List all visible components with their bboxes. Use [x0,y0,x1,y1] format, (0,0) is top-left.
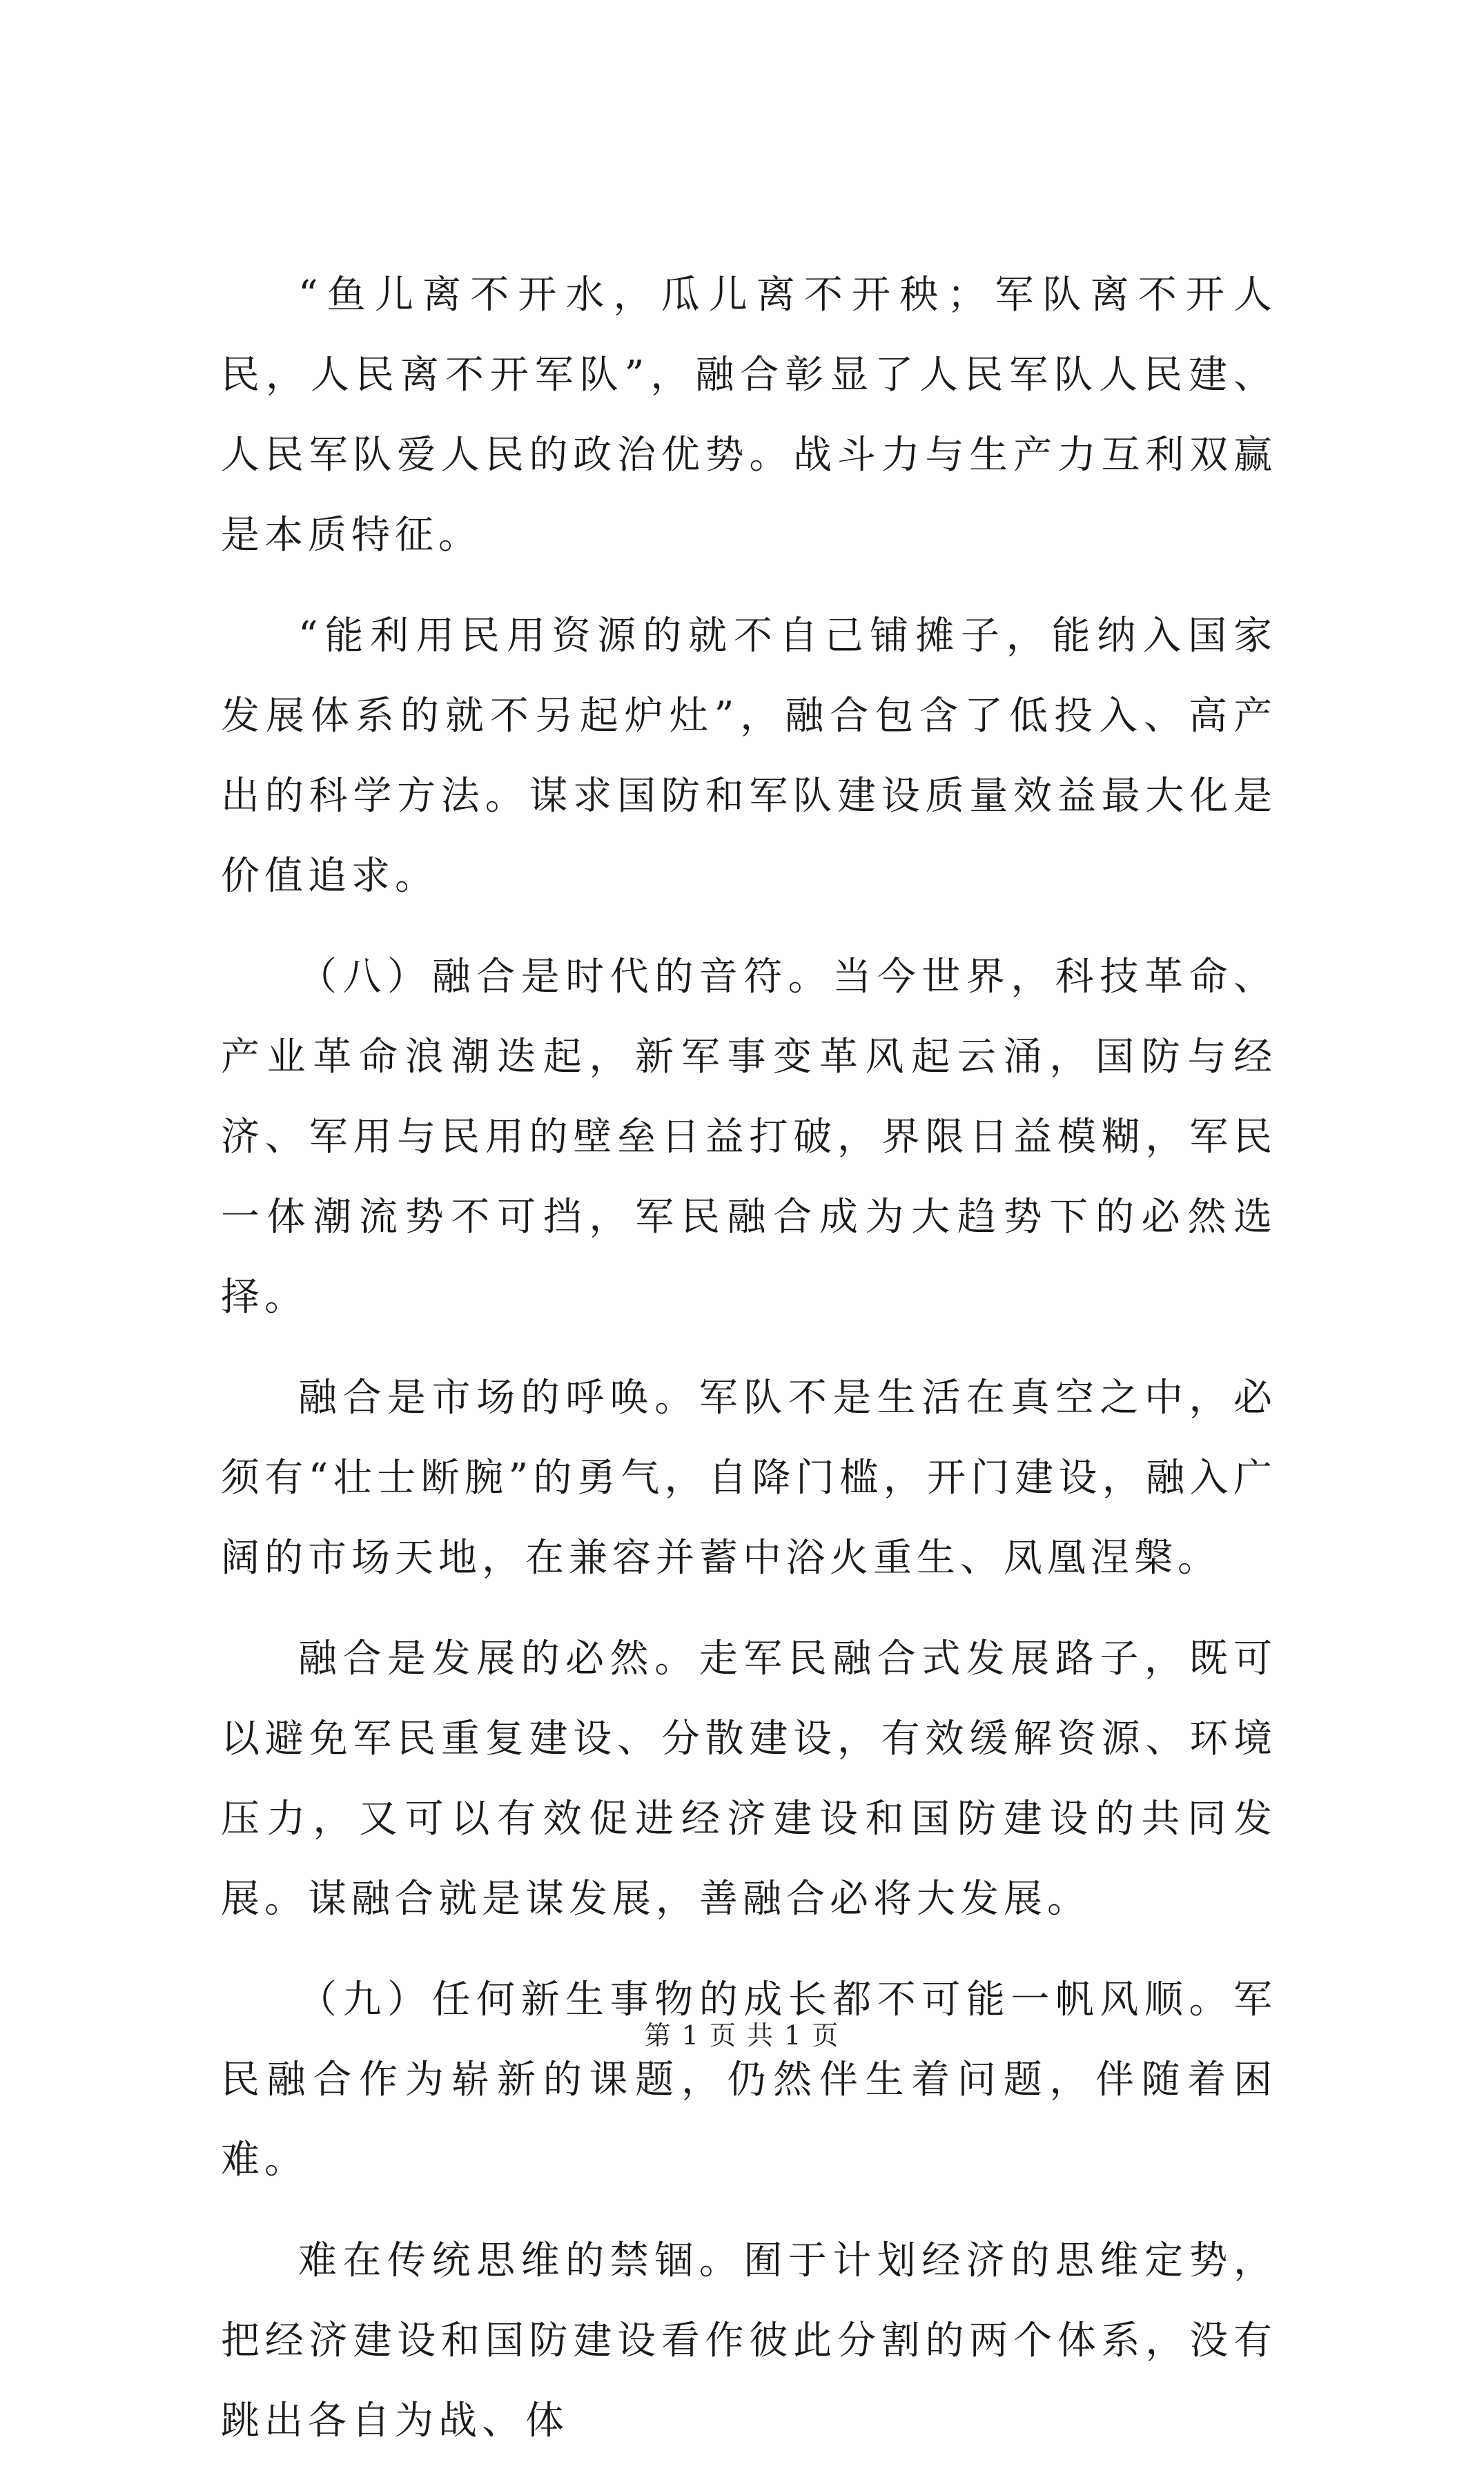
page-footer: 第 1 页 共 1 页 [644,2020,840,2051]
paragraph-5: 融合是发展的必然。走军民融合式发展路子，既可以避免军民重复建设、分散建设，有效缓解资源、环境压力，又可以有效促进经济建设和国防建设的共同发展。谋融合就是谋发展，善融合必将大发展。 [221,1636,1277,1922]
paragraph-1: “鱼儿离不开水，瓜儿离不开秧；军队离不开人民，人民离不开军队”，融合彰显了人民军队人民建、人民军队爱人民的政治优势。战斗力与生产力互利双赢是本质特征。 [221,273,1277,558]
paragraph-4: 融合是市场的呼唤。军队不是生活在真空之中，必须有“壮士断腕”的勇气，自降门槛，开门建设，融入广阔的市场天地，在兼容并蓄中浴火重生、凤凰涅槃。 [221,1376,1277,1581]
paragraph-2: “能利用民用资源的就不自己铺摊子，能纳入国家发展体系的就不另起炉灶”，融合包含了低投入、高产出的科学方法。谋求国防和军队建设质量效益最大化是价值追求。 [221,614,1277,899]
paragraph-7: 难在传统思维的禁锢。囿于计划经济的思维定势，把经济建设和国防建设看作彼此分割的两个体系，没有跳出各自为战、体 [221,2238,1277,2443]
paragraph-3: （八）融合是时代的音符。当今世界，科技革命、产业革命浪潮迭起，新军事变革风起云涌，国防与经济、军用与民用的壁垒日益打破，界限日益模糊，军民一体潮流势不可挡，军民融合成为大趋势下的必然选择。 [221,955,1277,1320]
document-body [221,255,1277,2482]
paragraph-6: （九）任何新生事物的成长都不可能一帆风顺。军民融合作为崭新的课题，仍然伴生着问题，伴随着困难。 [221,1977,1277,2182]
